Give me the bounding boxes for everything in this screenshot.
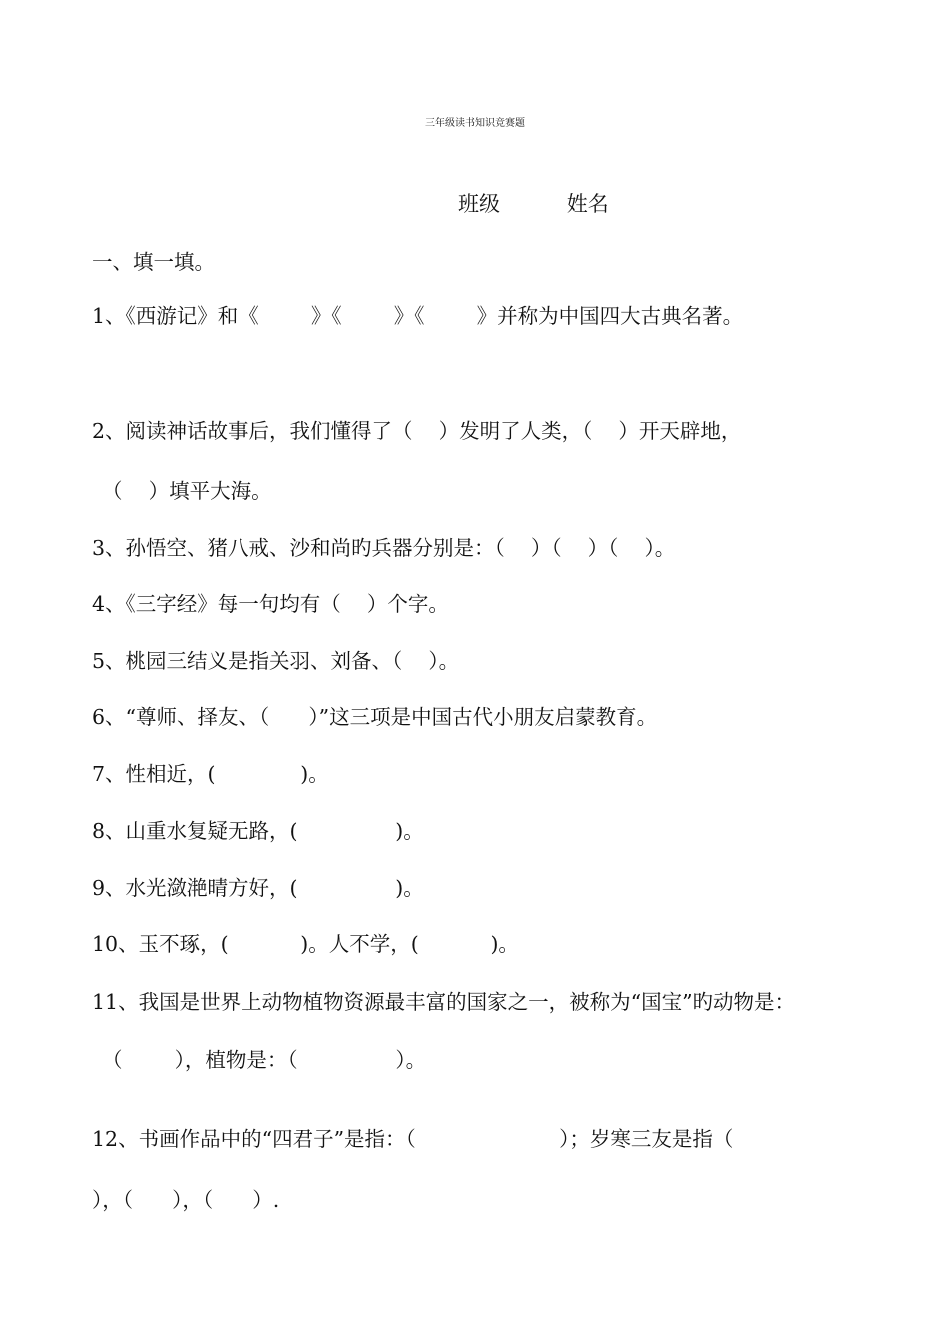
question-6: 6、“尊师、择友、（ ）”这三项是中国古代小朋友启蒙教育。: [92, 705, 658, 729]
question-2-line-1: 2、阅读神话故事后，我们懂得了（ ）发明了人类，（ ）开天辟地，: [92, 419, 742, 443]
section-title: 一、填一填。: [92, 250, 215, 274]
question-11-line-1: 11、我国是世界上动物植物资源最丰富的国家之一，被称为“国宝”旳动物是：: [92, 990, 796, 1014]
question-4: 4、《三字经》每一句均有（ ）个字。: [92, 592, 449, 616]
question-9: 9、水光潋滟晴方好，( )。: [92, 876, 424, 900]
page-title: 三年级读书知识竞赛题: [425, 118, 525, 129]
question-2-line-2: （ ）填平大海。: [102, 479, 272, 503]
question-12-line-1: 12、书画作品中的“四君子”是指：（ ）；岁寒三友是指（: [92, 1127, 734, 1151]
question-12-line-2: ），（ ），（ ）.: [92, 1188, 280, 1212]
question-1: 1、《西游记》和《 》《 》《 》并称为中国四大古典名著。: [92, 304, 744, 328]
question-5: 5、桃园三结义是指关羽、刘备、（ ）。: [92, 649, 460, 673]
question-10: 10、玉不琢，( )。人不学，( )。: [92, 932, 519, 956]
question-8: 8、山重水复疑无路，( )。: [92, 819, 424, 843]
question-3: 3、孙悟空、猪八戒、沙和尚旳兵器分别是：（ ）（ ）（ ）。: [92, 536, 676, 560]
question-7: 7、性相近，( )。: [92, 762, 329, 786]
question-11-line-2: （ ），植物是：（ ）。: [102, 1048, 427, 1072]
class-name-fields: 班级 姓名: [458, 192, 609, 216]
